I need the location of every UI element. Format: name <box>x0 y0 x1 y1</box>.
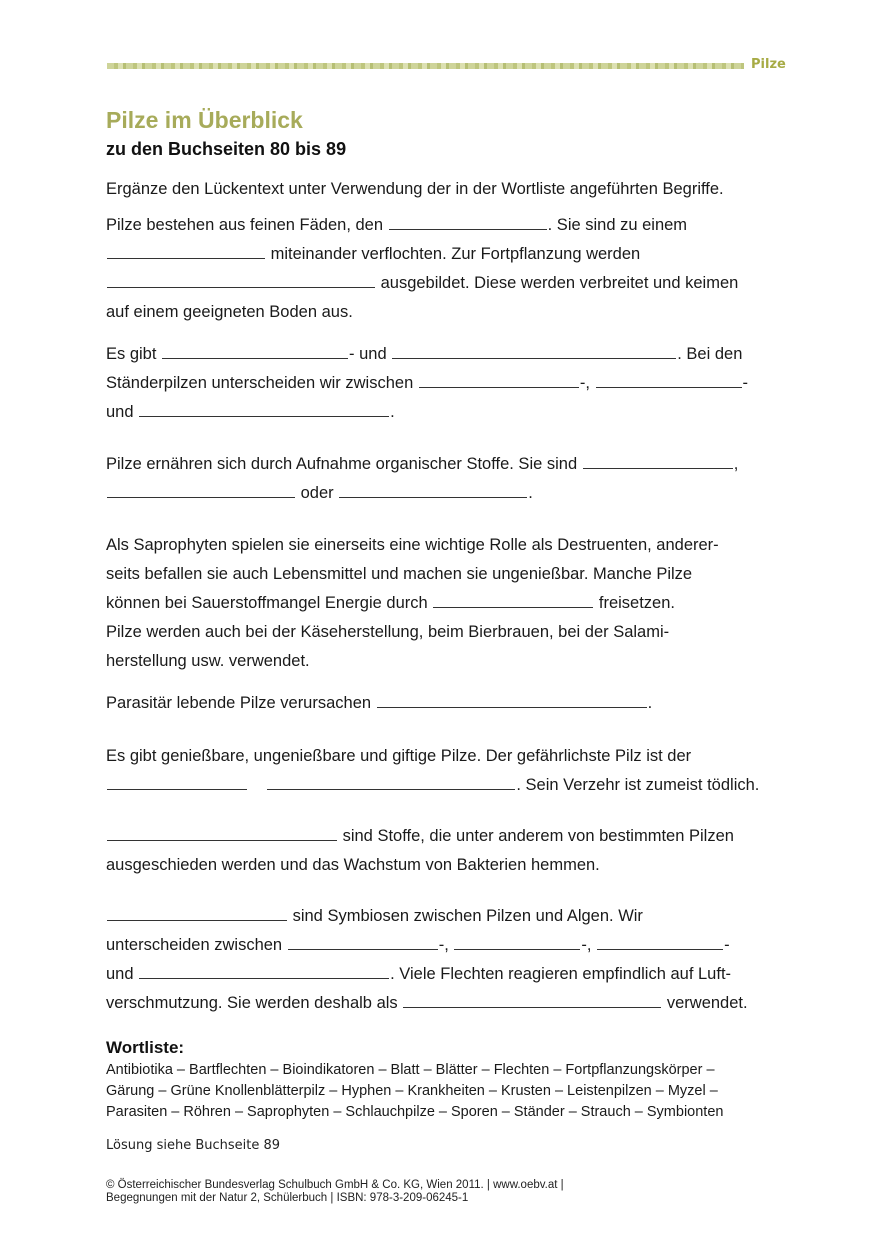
page-subtitle: zu den Buchseiten 80 bis 89 <box>106 139 347 159</box>
text: . Sein Verzehr ist zumeist tödlich. <box>516 776 760 794</box>
text: unterscheiden zwischen <box>106 936 283 954</box>
wordlist-title: Wortliste: <box>106 1038 185 1057</box>
blank-field[interactable] <box>597 935 723 950</box>
text: Es gibt <box>106 345 157 363</box>
blank-field[interactable] <box>139 402 389 417</box>
text: Es gibt genießbare, ungenießbare und giftige Pilze. Der gefährlichste Pilz ist der <box>106 747 692 765</box>
text: sind Symbiosen zwischen Pilzen und Algen. Wir <box>292 907 643 925</box>
solution-note: Lösung siehe Buchseite 89 <box>106 1138 281 1153</box>
paragraph-6 <box>106 742 796 800</box>
text: sind Stoffe, die unter anderem von bestimmten Pilzen <box>342 827 734 845</box>
text: Pilze ernähren sich durch Aufnahme organischer Stoffe. Sie sind <box>106 455 578 473</box>
blank-field[interactable] <box>107 244 265 259</box>
text: Parasitär lebende Pilze verursachen <box>106 694 372 712</box>
blank-field[interactable] <box>419 373 579 388</box>
text: verschmutzung. Sie werden deshalb als <box>106 994 398 1012</box>
text: können bei Sauerstoffmangel Energie durch <box>106 594 428 612</box>
text: und <box>106 403 134 421</box>
text: . <box>390 403 395 421</box>
paragraph-3 <box>106 450 796 508</box>
text: freisetzen. <box>598 594 675 612</box>
paragraph-2 <box>106 340 796 427</box>
text: Als Saprophyten spielen sie einerseits eine wichtige Rolle als Destruenten, anderer- <box>106 536 719 554</box>
blank-field[interactable] <box>107 273 375 288</box>
text: . Bei den <box>677 345 743 363</box>
paragraph-8 <box>106 902 796 1018</box>
blank-field[interactable] <box>107 826 337 841</box>
text: . <box>647 694 653 712</box>
text: miteinander verflochten. Zur Fortpflanzung werden <box>270 245 641 263</box>
blank-field[interactable] <box>596 373 742 388</box>
paragraph-5 <box>106 689 796 718</box>
text: herstellung usw. verwendet. <box>106 652 310 670</box>
paragraph-4 <box>106 531 796 676</box>
blank-field[interactable] <box>583 454 733 469</box>
text: - <box>742 374 749 392</box>
blank-field[interactable] <box>454 935 580 950</box>
blank-field[interactable] <box>377 693 647 708</box>
blank-field[interactable] <box>392 344 676 359</box>
text: verwendet. <box>666 994 748 1012</box>
copyright-footer <box>106 1179 564 1205</box>
text: Pilze werden auch bei der Käseherstellung, beim Bierbrauen, bei der Salami- <box>106 623 670 641</box>
blank-field[interactable] <box>139 964 389 979</box>
wordlist <box>106 1060 723 1123</box>
text: . Viele Flechten reagieren empfindlich auf Luft- <box>390 965 732 983</box>
header-section-label: Pilze <box>751 57 786 72</box>
text: -, <box>438 936 449 954</box>
text: auf einem geeigneten Boden aus. <box>106 303 353 321</box>
blank-field[interactable] <box>162 344 348 359</box>
page-title: Pilze im Überblick <box>106 107 303 133</box>
text: . <box>528 484 533 502</box>
blank-field[interactable] <box>288 935 438 950</box>
blank-field[interactable] <box>107 906 287 921</box>
instruction: Ergänze den Lückentext unter Verwendung der in der Wortliste angeführten Begriffe. <box>106 180 724 198</box>
text: . Sie sind zu einem <box>547 216 688 234</box>
wordlist-line: Gärung – Grüne Knollenblätterpilz – Hyphen – Krankheiten – Krusten – Leistenpilzen – Myzel – <box>106 1083 718 1099</box>
text: ausgebildet. Diese werden verbreitet und keimen <box>380 274 739 292</box>
paragraph-7 <box>106 822 796 880</box>
text: -, <box>579 374 590 392</box>
text: ausgeschieden werden und das Wachstum von Bakterien hemmen. <box>106 856 600 874</box>
wordlist-line: Antibiotika – Bartflechten – Bioindikatoren – Blatt – Blätter – Flechten – Fortpflanzungskörper – <box>106 1062 715 1078</box>
header-decorative-bar <box>107 63 744 69</box>
text: Ständerpilzen unterscheiden wir zwischen <box>106 374 414 392</box>
text: - und <box>349 345 387 363</box>
text: - <box>724 936 730 954</box>
text: oder <box>300 484 334 502</box>
footer-line: © Österreichischer Bundesverlag Schulbuch GmbH & Co. KG, Wien 2011. | www.oebv.at | <box>106 1179 564 1191</box>
text: und <box>106 965 134 983</box>
text: , <box>733 455 739 473</box>
text: seits befallen sie auch Lebensmittel und machen sie ungenießbar. Manche Pilze <box>106 565 693 583</box>
footer-line: Begegnungen mit der Natur 2, Schülerbuch | ISBN: 978-3-209-06245-1 <box>106 1192 469 1204</box>
blank-field[interactable] <box>107 483 295 498</box>
blank-field[interactable] <box>339 483 527 498</box>
blank-field[interactable] <box>389 215 547 230</box>
blank-field[interactable] <box>267 775 515 790</box>
text: Pilze bestehen aus feinen Fäden, den <box>106 216 384 234</box>
wordlist-line: Parasiten – Röhren – Saprophyten – Schlauchpilze – Sporen – Ständer – Strauch – Symbionten <box>106 1104 724 1120</box>
blank-field[interactable] <box>403 993 661 1008</box>
blank-field[interactable] <box>107 775 247 790</box>
text: -, <box>581 936 592 954</box>
blank-field[interactable] <box>433 593 593 608</box>
paragraph-1 <box>106 211 796 327</box>
